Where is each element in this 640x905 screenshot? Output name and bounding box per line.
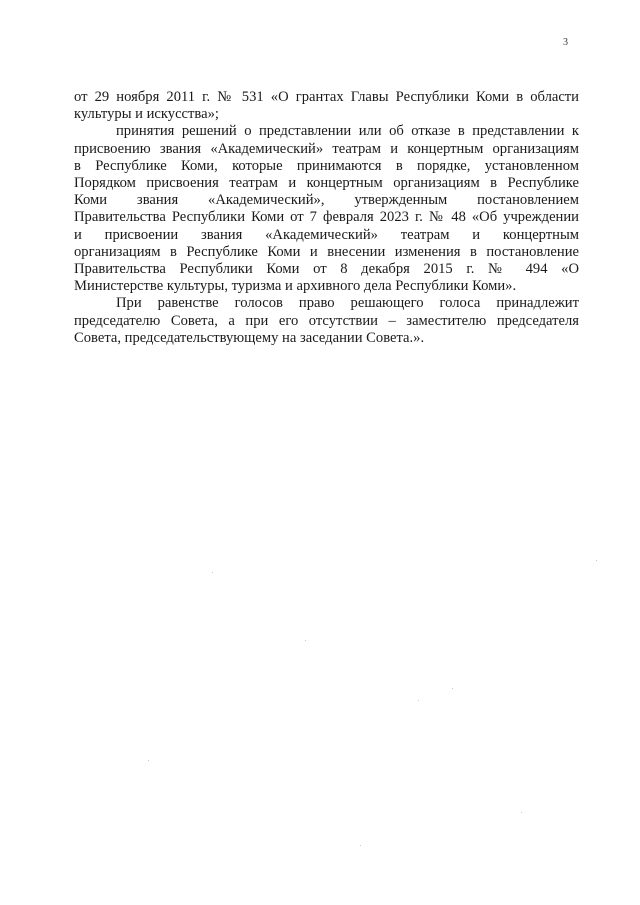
text-line: Порядком присвоения театрам и концертным организациям в Республике	[74, 175, 579, 192]
scan-speck	[596, 560, 597, 561]
scan-speck	[521, 812, 522, 813]
document-body	[74, 89, 579, 347]
text-line: в Республике Коми, которые принимаются в порядке, установленном	[74, 157, 579, 174]
text-line: Коми звания «Академический», утвержденным постановлением	[74, 192, 579, 209]
text-line: Министерстве культуры, туризма и архивного дела Республики Коми».	[74, 278, 517, 295]
scan-speck	[360, 845, 361, 846]
text-line: председателю Совета, а при его отсутствии – заместителю председателя	[74, 312, 579, 329]
scan-speck	[212, 572, 213, 573]
text-line: принятия решений о представлении или об отказе в представлении к	[116, 123, 579, 140]
text-line: Правительства Республики Коми от 7 февраля 2023 г. № 48 «Об учреждении	[74, 209, 579, 226]
scan-speck	[148, 760, 149, 761]
page-number: 3	[563, 37, 568, 48]
text-line: Совета, председательствующему на заседании Совета.».	[74, 329, 425, 346]
scan-speck	[452, 688, 453, 689]
text-line: от 29 ноября 2011 г. № 531 «О грантах Главы Республики Коми в области	[74, 89, 579, 105]
scan-speck	[305, 640, 306, 641]
text-line: Правительства Республики Коми от 8 декабря 2015 г. № 494 «О	[74, 261, 579, 278]
text-line: культуры и искусства»;	[74, 106, 219, 123]
text-line: присвоению звания «Академический» театрам и концертным организациям	[74, 140, 579, 157]
text-line: При равенстве голосов право решающего голоса принадлежит	[116, 295, 579, 312]
scan-speck	[418, 700, 419, 701]
text-line: и присвоении звания «Академический» театрам и концертным	[74, 226, 579, 243]
text-line: организациям в Республике Коми и внесении изменения в постановление	[74, 243, 579, 260]
